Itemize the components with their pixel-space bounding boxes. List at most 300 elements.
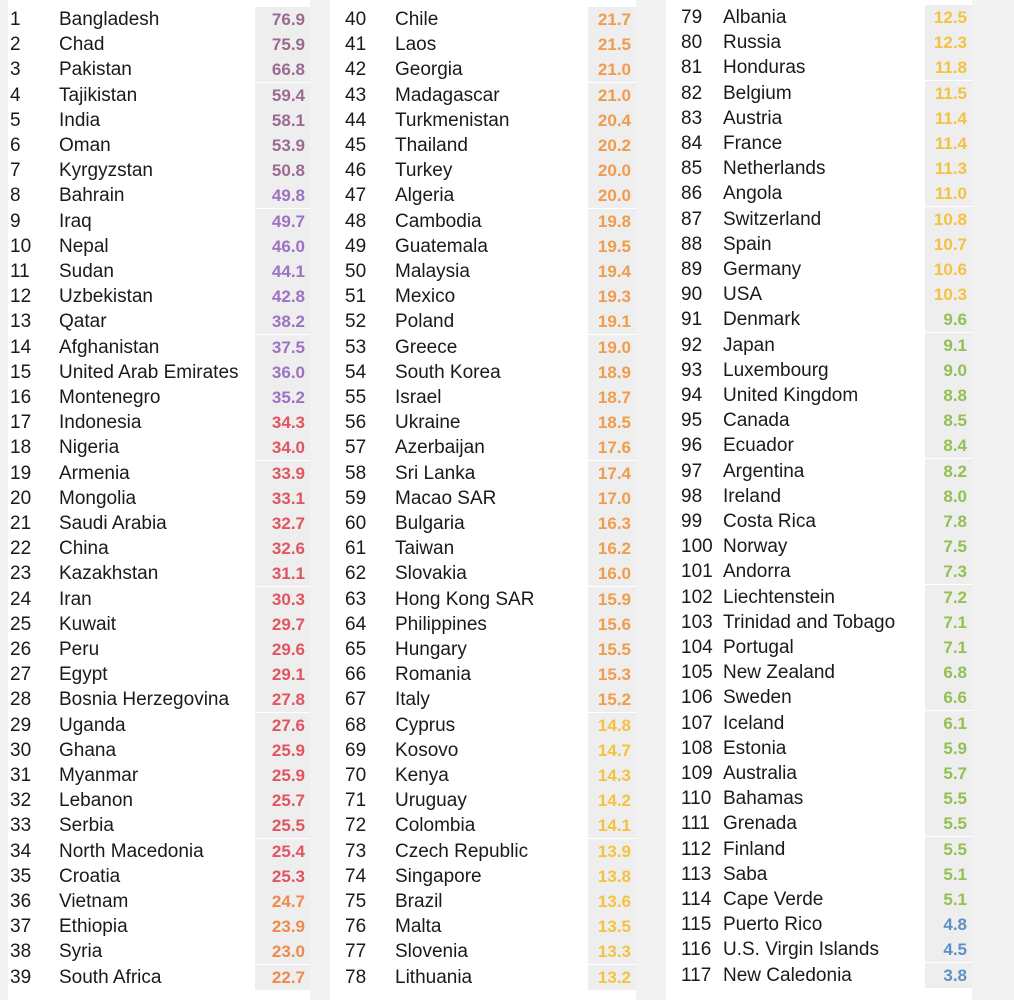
country-cell: Oman: [59, 135, 111, 156]
country-cell: Malta: [395, 916, 442, 938]
country-cell: Ethiopia: [59, 916, 128, 938]
rank-cell: 67: [345, 689, 367, 711]
country-cell: Costa Rica: [723, 511, 816, 532]
country-cell: Russia: [723, 32, 782, 54]
table-row: [330, 410, 636, 435]
table-row: [8, 763, 310, 788]
table-row: [666, 963, 972, 988]
country-cell: Iran: [59, 588, 92, 610]
country-cell: South Africa: [59, 966, 162, 988]
rank-cell: 96: [681, 435, 703, 457]
value-cell: 13.5: [588, 914, 636, 939]
value-cell: 53.9: [255, 133, 310, 158]
rank-cell: 73: [345, 840, 367, 862]
rank-cell: 116: [681, 939, 712, 961]
value-cell: 18.9: [588, 360, 636, 385]
table-row: [666, 887, 972, 912]
value-cell: 11.4: [925, 106, 972, 131]
country-cell: Peru: [59, 639, 100, 660]
country-cell: Kyrgyzstan: [59, 160, 153, 182]
country-cell: Switzerland: [723, 208, 822, 230]
value-cell: 76.9: [255, 7, 310, 32]
country-cell: Colombia: [395, 815, 476, 837]
value-cell: 32.6: [255, 536, 310, 561]
rank-cell: 88: [681, 233, 703, 255]
rank-cell: 13: [10, 311, 32, 333]
table-row: [666, 660, 972, 685]
country-cell: Uzbekistan: [59, 286, 153, 308]
country-cell: Turkey: [395, 160, 453, 182]
country-cell: United Kingdom: [723, 385, 859, 406]
table-row: [666, 685, 972, 710]
country-cell: Lebanon: [59, 790, 133, 812]
table-row: [666, 585, 972, 610]
value-cell: 10.8: [925, 207, 972, 232]
value-cell: 6.6: [925, 685, 972, 710]
country-cell: France: [723, 133, 783, 154]
country-cell: Kuwait: [59, 613, 117, 635]
table-row: [666, 736, 972, 761]
country-cell: Brazil: [395, 891, 443, 912]
table-row: [330, 788, 636, 813]
value-cell: 19.4: [588, 259, 636, 284]
country-cell: Serbia: [59, 815, 114, 837]
country-cell: Argentina: [723, 460, 805, 482]
value-cell: 13.3: [588, 939, 636, 964]
country-cell: Australia: [723, 763, 797, 784]
country-cell: Iceland: [723, 712, 785, 734]
country-cell: Vietnam: [59, 891, 129, 912]
rank-cell: 81: [681, 57, 703, 79]
country-cell: Guatemala: [395, 235, 488, 257]
country-cell: Puerto Rico: [723, 914, 823, 936]
value-cell: 10.7: [925, 232, 972, 257]
rank-cell: 48: [345, 210, 367, 232]
value-cell: 14.7: [588, 738, 636, 763]
rank-cell: 74: [345, 865, 367, 887]
table-row: [330, 965, 636, 990]
rank-cell: 70: [345, 765, 367, 786]
value-cell: 5.7: [925, 761, 972, 786]
value-cell: 16.2: [588, 536, 636, 561]
country-cell: Sudan: [59, 261, 114, 282]
table-row: [666, 534, 972, 559]
rank-cell: 23: [10, 563, 32, 585]
rank-cell: 47: [345, 185, 367, 207]
rank-cell: 18: [10, 437, 32, 459]
value-cell: 20.4: [588, 108, 636, 133]
table-row: [666, 207, 972, 232]
value-cell: 4.8: [925, 912, 972, 937]
value-cell: 8.2: [925, 459, 972, 484]
table-row: [8, 309, 310, 334]
value-cell: 19.1: [588, 309, 636, 334]
value-cell: 9.1: [925, 333, 972, 358]
value-cell: 36.0: [255, 360, 310, 385]
rank-cell: 102: [681, 586, 713, 608]
value-cell: 21.0: [588, 57, 636, 82]
rank-cell: 90: [681, 284, 703, 306]
table-row: [666, 610, 972, 635]
table-row: [8, 57, 310, 82]
country-cell: Belgium: [723, 82, 792, 104]
value-cell: 25.3: [255, 864, 310, 889]
table-row: [8, 385, 310, 410]
table-row: [666, 408, 972, 433]
rank-cell: 111: [681, 813, 710, 835]
rank-cell: 37: [10, 916, 32, 938]
table-row: [8, 259, 310, 284]
value-cell: 25.7: [255, 788, 310, 813]
country-cell: Slovenia: [395, 941, 468, 963]
country-cell: Luxembourg: [723, 359, 829, 381]
rank-cell: 80: [681, 32, 703, 54]
country-cell: Afghanistan: [59, 336, 160, 358]
value-cell: 13.8: [588, 864, 636, 889]
country-cell: Kenya: [395, 765, 449, 786]
rank-cell: 93: [681, 359, 703, 381]
rank-cell: 62: [345, 563, 367, 585]
value-cell: 13.2: [588, 965, 636, 990]
table-row: [8, 284, 310, 309]
country-cell: New Zealand: [723, 662, 835, 684]
value-cell: 59.4: [255, 83, 310, 108]
value-cell: 34.3: [255, 410, 310, 435]
rank-cell: 64: [345, 613, 367, 635]
country-cell: South Korea: [395, 361, 501, 383]
table-row: [666, 106, 972, 131]
value-cell: 5.1: [925, 887, 972, 912]
table-row: [330, 57, 636, 82]
value-cell: 19.8: [588, 209, 636, 234]
table-row: [330, 360, 636, 385]
value-cell: 20.0: [588, 158, 636, 183]
rank-cell: 108: [681, 737, 713, 759]
table-row: [666, 433, 972, 458]
rank-cell: 31: [10, 765, 32, 786]
value-cell: 31.1: [255, 561, 310, 586]
table-row: [666, 30, 972, 55]
rank-cell: 27: [10, 664, 32, 686]
value-cell: 15.5: [588, 637, 636, 662]
country-cell: Madagascar: [395, 84, 500, 106]
rank-cell: 87: [681, 208, 703, 230]
value-cell: 11.4: [925, 131, 972, 156]
rank-cell: 63: [345, 588, 367, 610]
country-cell: Italy: [395, 689, 430, 711]
country-cell: Netherlands: [723, 158, 826, 180]
table-row: [8, 788, 310, 813]
table-row: [666, 862, 972, 887]
rank-cell: 28: [10, 689, 32, 711]
table-row: [666, 484, 972, 509]
value-cell: 8.5: [925, 408, 972, 433]
rank-cell: 106: [681, 687, 713, 709]
table-row: [8, 234, 310, 259]
country-cell: Albania: [723, 7, 787, 28]
value-cell: 5.9: [925, 736, 972, 761]
rank-cell: 82: [681, 82, 703, 104]
rank-cell: 86: [681, 183, 703, 205]
value-cell: 24.7: [255, 889, 310, 914]
rank-cell: 117: [681, 964, 712, 986]
table-row: [330, 309, 636, 334]
table-row: [666, 459, 972, 484]
value-cell: 42.8: [255, 284, 310, 309]
country-cell: Liechtenstein: [723, 586, 835, 608]
value-cell: 21.5: [588, 32, 636, 57]
table-row: [330, 284, 636, 309]
rank-cell: 11: [10, 261, 30, 282]
value-cell: 7.8: [925, 509, 972, 534]
country-cell: Mexico: [395, 286, 456, 308]
table-row: [330, 234, 636, 259]
rank-cell: 21: [10, 513, 32, 534]
rank-cell: 1: [10, 9, 21, 30]
rank-cell: 59: [345, 487, 367, 509]
table-row: [8, 410, 310, 435]
table-row: [666, 307, 972, 332]
value-cell: 25.4: [255, 839, 310, 864]
rank-cell: 32: [10, 790, 32, 812]
table-row: [330, 939, 636, 964]
country-cell: Lithuania: [395, 966, 473, 988]
country-cell: Czech Republic: [395, 840, 529, 862]
value-cell: 23.0: [255, 939, 310, 964]
rank-cell: 7: [10, 160, 21, 182]
country-cell: Bulgaria: [395, 513, 465, 534]
table-row: [666, 5, 972, 30]
country-cell: Iraq: [59, 210, 92, 232]
table-row: [666, 559, 972, 584]
value-cell: 5.1: [925, 862, 972, 887]
rank-cell: 4: [10, 84, 21, 106]
rank-cell: 20: [10, 487, 32, 509]
table-row: [330, 32, 636, 57]
table-row: [666, 55, 972, 80]
value-cell: 29.1: [255, 662, 310, 687]
table-row: [8, 486, 310, 511]
rank-cell: 75: [345, 891, 367, 912]
table-row: [330, 511, 636, 536]
table-row: [330, 687, 636, 712]
value-cell: 19.0: [588, 335, 636, 360]
rank-cell: 6: [10, 135, 21, 156]
table-row: [330, 713, 636, 738]
rank-cell: 42: [345, 59, 367, 81]
table-row: [330, 183, 636, 208]
table-row: [8, 7, 310, 32]
rank-cell: 101: [681, 561, 713, 583]
value-cell: 49.8: [255, 183, 310, 208]
table-row: [666, 811, 972, 836]
table-row: [666, 181, 972, 206]
table-row: [330, 813, 636, 838]
table-row: [8, 435, 310, 460]
rank-cell: 112: [681, 838, 712, 860]
rank-cell: 107: [681, 712, 713, 734]
table-row: [8, 133, 310, 158]
value-cell: 37.5: [255, 335, 310, 360]
rank-cell: 2: [10, 34, 21, 56]
rank-cell: 3: [10, 59, 21, 81]
value-cell: 50.8: [255, 158, 310, 183]
value-cell: 22.7: [255, 965, 310, 990]
value-cell: 33.1: [255, 486, 310, 511]
rank-cell: 36: [10, 891, 32, 912]
value-cell: 27.6: [255, 713, 310, 738]
table-row: [8, 32, 310, 57]
table-row: [666, 383, 972, 408]
country-cell: Armenia: [59, 462, 130, 484]
country-cell: Kosovo: [395, 739, 459, 761]
value-cell: 20.2: [588, 133, 636, 158]
rank-cell: 30: [10, 739, 32, 761]
rank-cell: 83: [681, 107, 703, 129]
rank-cell: 65: [345, 639, 367, 660]
value-cell: 16.3: [588, 511, 636, 536]
country-cell: Macao SAR: [395, 487, 497, 509]
country-cell: Syria: [59, 941, 103, 963]
value-cell: 75.9: [255, 32, 310, 57]
country-cell: Mongolia: [59, 487, 137, 509]
country-cell: Bahamas: [723, 788, 804, 810]
table-row: [666, 912, 972, 937]
rank-cell: 66: [345, 664, 367, 686]
value-cell: 13.6: [588, 889, 636, 914]
table-row: [8, 662, 310, 687]
value-cell: 8.0: [925, 484, 972, 509]
country-cell: Hungary: [395, 639, 467, 660]
value-cell: 11.0: [925, 181, 972, 206]
rank-cell: 26: [10, 639, 32, 660]
value-cell: 29.7: [255, 612, 310, 637]
value-cell: 19.5: [588, 234, 636, 259]
table-row: [330, 335, 636, 360]
value-cell: 7.1: [925, 610, 972, 635]
table-row: [8, 687, 310, 712]
table-row: [8, 713, 310, 738]
value-cell: 14.2: [588, 788, 636, 813]
country-cell: Finland: [723, 838, 786, 860]
value-cell: 10.6: [925, 257, 972, 282]
rank-cell: 77: [345, 941, 367, 963]
table-row: [330, 108, 636, 133]
rank-cell: 79: [681, 7, 703, 28]
rank-cell: 95: [681, 410, 703, 432]
value-cell: 21.7: [588, 7, 636, 32]
country-cell: Indonesia: [59, 412, 142, 434]
country-cell: Cambodia: [395, 210, 482, 232]
table-row: [666, 837, 972, 862]
rank-cell: 38: [10, 941, 32, 963]
rank-cell: 92: [681, 334, 703, 356]
table-row: [8, 965, 310, 990]
value-cell: 34.0: [255, 435, 310, 460]
country-cell: Myanmar: [59, 765, 139, 786]
rank-cell: 8: [10, 185, 21, 207]
table-row: [8, 612, 310, 637]
rank-cell: 110: [681, 788, 712, 810]
rank-cell: 49: [345, 235, 367, 257]
table-row: [330, 209, 636, 234]
rank-cell: 68: [345, 714, 367, 736]
country-cell: Bangladesh: [59, 9, 160, 30]
value-cell: 9.6: [925, 307, 972, 332]
country-cell: Portugal: [723, 637, 794, 658]
value-cell: 18.7: [588, 385, 636, 410]
value-cell: 12.3: [925, 30, 972, 55]
rank-cell: 78: [345, 966, 367, 988]
country-cell: Singapore: [395, 865, 482, 887]
rank-cell: 9: [10, 210, 21, 232]
country-cell: Cyprus: [395, 714, 456, 736]
rank-cell: 103: [681, 611, 713, 633]
rank-cell: 113: [681, 863, 712, 885]
value-cell: 21.0: [588, 83, 636, 108]
table-row: [330, 7, 636, 32]
table-row: [330, 763, 636, 788]
value-cell: 5.5: [925, 811, 972, 836]
value-cell: 14.8: [588, 713, 636, 738]
country-cell: Malaysia: [395, 261, 470, 282]
value-cell: 11.8: [925, 55, 972, 80]
table-row: [8, 108, 310, 133]
rank-cell: 54: [345, 361, 367, 383]
table-row: [330, 259, 636, 284]
rank-cell: 98: [681, 485, 703, 507]
rank-cell: 57: [345, 437, 367, 459]
country-cell: Andorra: [723, 561, 791, 583]
country-cell: Thailand: [395, 135, 468, 156]
country-cell: Chad: [59, 34, 105, 56]
rank-cell: 52: [345, 311, 367, 333]
country-cell: Austria: [723, 107, 783, 129]
country-cell: North Macedonia: [59, 840, 204, 862]
value-cell: 18.5: [588, 410, 636, 435]
country-cell: Tajikistan: [59, 84, 138, 106]
value-cell: 30.3: [255, 587, 310, 612]
value-cell: 7.1: [925, 635, 972, 660]
country-cell: China: [59, 538, 109, 560]
rank-cell: 104: [681, 637, 713, 658]
rank-cell: 100: [681, 536, 713, 558]
rank-cell: 71: [345, 790, 367, 812]
rank-cell: 99: [681, 511, 703, 532]
table-row: [330, 486, 636, 511]
table-column-1: [8, 0, 310, 1000]
table-row: [8, 360, 310, 385]
table-row: [666, 937, 972, 962]
country-cell: Israel: [395, 387, 442, 408]
value-cell: 7.3: [925, 559, 972, 584]
value-cell: 8.8: [925, 383, 972, 408]
table-row: [330, 536, 636, 561]
rank-cell: 39: [10, 966, 32, 988]
table-row: [8, 335, 310, 360]
value-cell: 46.0: [255, 234, 310, 259]
rank-cell: 105: [681, 662, 713, 684]
value-cell: 27.8: [255, 687, 310, 712]
rank-cell: 97: [681, 460, 703, 482]
rank-cell: 12: [10, 286, 32, 308]
rank-cell: 115: [681, 914, 712, 936]
country-cell: Laos: [395, 34, 437, 56]
table-column-2: [330, 0, 636, 1000]
value-cell: 12.5: [925, 5, 972, 30]
rank-cell: 55: [345, 387, 367, 408]
value-cell: 25.5: [255, 813, 310, 838]
